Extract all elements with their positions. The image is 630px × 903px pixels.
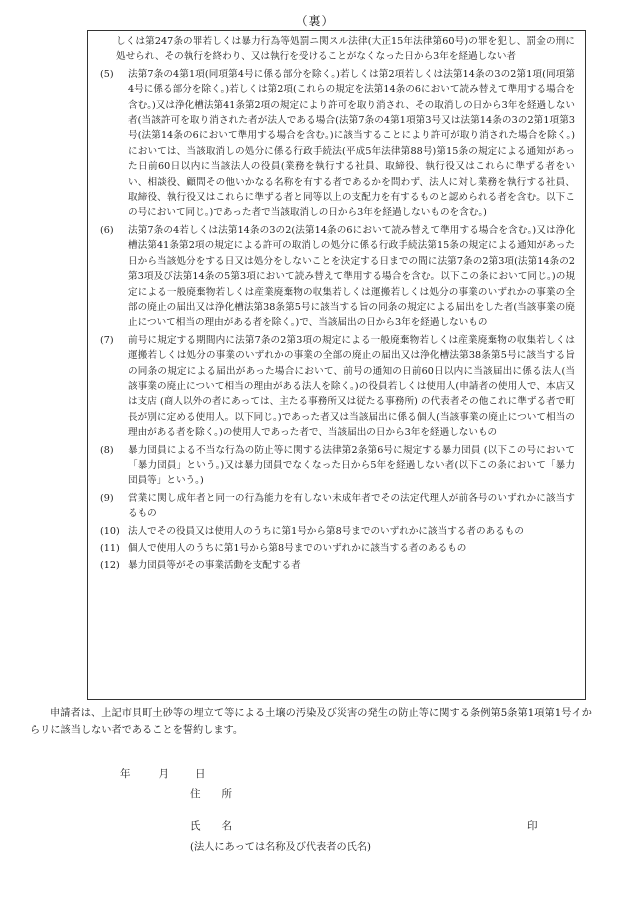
item-number: (7) bbox=[100, 334, 114, 346]
address-label: 住 所 bbox=[190, 788, 232, 800]
corporate-note: (法人にあっては名称及び代表者の氏名) bbox=[190, 842, 372, 853]
year-label: 年 bbox=[120, 768, 131, 780]
list-item bbox=[96, 541, 575, 556]
item-text: 法第7条の4第1項(同項第4号に係る部分を除く。)若しくは第2項若しくは法第14条の3の2第1項(同項第4号に係る部分を除く。)若しくは第2項(これらの規定を法第14条の6において読み替えて準用する場合を含む。)又は浄化槽法第41条第2項の規定により許可を取り消され、その取消しの日から3年を経過しない者(当該許可を取り消された者が法人である場合(法第7条の4第1項第3号又は法第14条の3の2第1項第3号(法第14条の6において準用する場合を含む。)に該当することにより許可が取り消された場合を除く。)においては、当該取消しの処分に係る行政手続法(平成5年法律第88号)第15条の規定による通知があった日前60日以内に当該法人の役員(業務を執行する社員、取締役、執行役又はこれらに準ずる者をいい、相談役、顧問その他いかなる名称を有する者であるかを問わず、法人に対し業務を執行する社員、取締役、執行役又はこれらに準ずる者と同等以上の支配力を有するものと認められる者を含む。以下この号において同じ。)であった者で当該取消しの日から3年を経過しないものを含む。) bbox=[128, 68, 575, 219]
item-number: (11) bbox=[100, 543, 120, 554]
item-text: 前号に規定する期間内に法第7条の2第3項の規定による一般廃棄物若しくは産業廃棄物の収集若しくは運搬若しくは処分の事業のいずれかの事業の全部の廃止の届出又は浄化槽法第38条第5号に該当する旨の同条の規定による届出があった場合において、前号の通知の日前60日以内に当該届出に係る法人(当該事業の廃止について相当の理由がある法人を除く。)の役員若しくは使用人(申請者の使用人で、本店又は支店 (商人以外の者にあっては、主たる事務所又は従たる事務所) の代表者その他これに準ずる者で町長が別に定める使用人。以下同じ。)であった者又は当該届出に係る個人(当該事業の廃止について相当の理由がある者を除く。)の使用人であった者で、当該届出の日から3年を経過しないもの bbox=[128, 334, 575, 439]
name-label: 氏 名 bbox=[190, 820, 232, 832]
item-number: (9) bbox=[100, 492, 114, 504]
item-number: (6) bbox=[100, 224, 114, 236]
page-title: （裏） bbox=[295, 14, 335, 28]
item-number: (10) bbox=[100, 525, 120, 537]
oath-text: 申請者は、上記市貝町土砂等の埋立て等による土壌の汚染及び災害の発生の防止等に関する条例第5条第1項第1号イからリに該当しない者であることを誓約します。 bbox=[30, 708, 592, 736]
item-list bbox=[96, 67, 575, 574]
item-text: 法人でその役員又は使用人のうちに第1号から第8号までのいずれかに該当する者のあるもの bbox=[128, 525, 524, 537]
item-number: (8) bbox=[100, 444, 114, 456]
list-item bbox=[96, 491, 575, 522]
item-number: (5) bbox=[100, 68, 114, 80]
item-number: (12) bbox=[100, 560, 120, 572]
list-item bbox=[96, 443, 575, 489]
list-item bbox=[96, 333, 575, 441]
day-label: 日 bbox=[195, 768, 206, 780]
month-label: 月 bbox=[158, 768, 169, 780]
seal-mark: 印 bbox=[527, 820, 538, 832]
item-text: 暴力団員による不当な行為の防止等に関する法律第2条第6号に規定する暴力団員 (以下この号において「暴力団員」という。)又は暴力団員でなくなった日から5年を経過しない者(以下この条において「暴力団員等」という。) bbox=[128, 444, 575, 487]
list-item bbox=[96, 524, 575, 539]
disqualification-box bbox=[87, 30, 586, 700]
item-text: 個人で使用人のうちに第1号から第8号までのいずれかに該当する者のあるもの bbox=[128, 543, 467, 554]
item-text: 営業に関し成年者と同一の行為能力を有しない未成年者でその法定代理人が前各号のいずれかに該当するもの bbox=[128, 492, 575, 520]
list-item bbox=[96, 223, 575, 331]
date-line bbox=[120, 766, 206, 781]
lead-text: しくは第247条の罪若しくは暴力行為等処罰ニ関スル法律(大正15年法律第60号)の罪を犯し、罰金の刑に処せられ、その執行を終わり、又は執行を受けることがなくなった日から3年を経過しない者 bbox=[116, 36, 575, 63]
list-item bbox=[96, 558, 575, 573]
item-text: 暴力団員等がその事業活動を支配する者 bbox=[128, 560, 301, 572]
item-text: 法第7条の4若しくは法第14条の3の2(法第14条の6において読み替えて準用する場合を含む。)又は浄化槽法第41条第2項の規定による許可の取消しの処分に係る行政手続法第15条の規定による通知があった日から当該処分をする日又は処分をしないことを決定する日までの間に法第7条の2第3項(法第14条の2第3項及び法第14条の5第3項において読み替えて準用する場合を含む。以下この条において同じ。)の規定による一般廃棄物若しくは産業廃棄物の収集若しくは運搬若しくは処分の事業のいずれかの事業の全部の廃止の届出又は浄化槽法第38条第5号に該当する旨の同条の規定による届出をした者(当該事業の廃止について相当の理由がある者を除く。)で、当該届出の日から3年を経過しないもの bbox=[128, 224, 575, 329]
list-item bbox=[96, 67, 575, 221]
